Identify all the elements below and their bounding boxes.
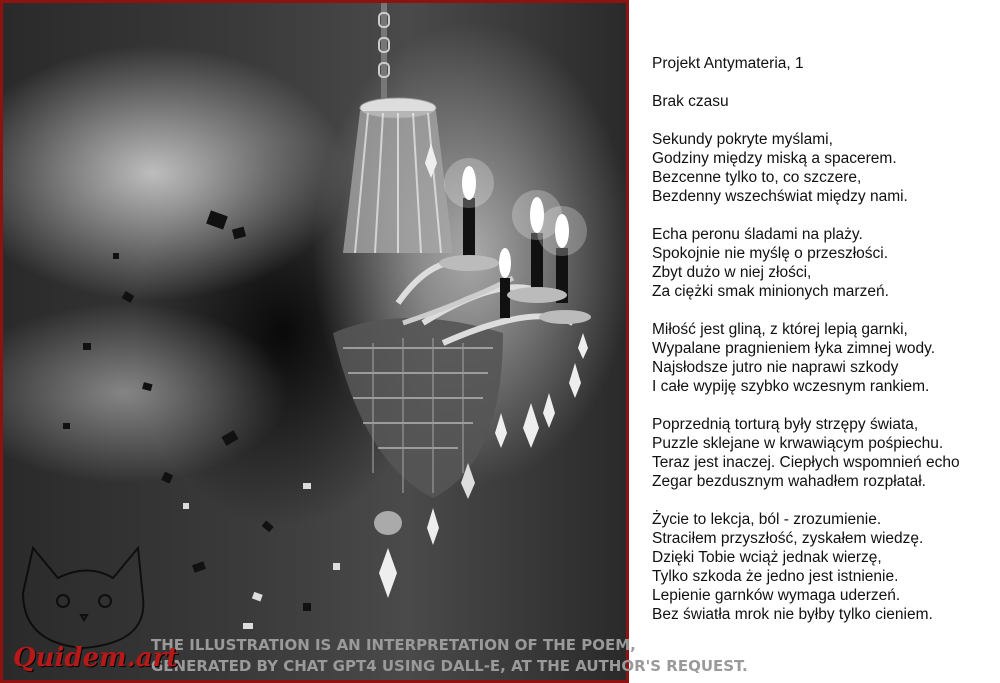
stanza — [652, 320, 992, 396]
poem-line: Lepienie garnków wymaga uderzeń. — [652, 587, 901, 604]
poem-subtitle: Brak czasu — [652, 93, 729, 110]
poem-line: Straciłem przyszłość, zyskałem wiedzę. — [652, 530, 924, 547]
author-signature: Quidem.art — [13, 643, 179, 673]
poem-line: Najsłodsze jutro nie naprawi szkody — [652, 359, 899, 376]
poem-line: Echa peronu śladami na plaży. — [652, 226, 863, 243]
poem-line: Miłość jest gliną, z której lepią garnki, — [652, 321, 908, 338]
poem-line: Tylko szkoda że jedno jest istnienie. — [652, 568, 899, 585]
poem-line: Bez światła mrok nie byłby tylko cieniem. — [652, 606, 933, 623]
poem-line: I całe wypiję szybko wczesnym rankiem. — [652, 378, 930, 395]
poem-line: Godziny między miską a spacerem. — [652, 150, 897, 167]
poem-text — [652, 54, 992, 624]
caption-line: GENERATED BY CHAT GPT4 USING DALL-E, AT THE AUTHOR'S REQUEST. — [151, 657, 748, 675]
stanza — [652, 225, 992, 301]
poem-line: Życie to lekcja, ból - zrozumienie. — [652, 511, 882, 528]
poem-line: Dzięki Tobie wciąż jednak wierzę, — [652, 549, 882, 566]
poem-line: Bezdenny wszechświat między nami. — [652, 188, 908, 205]
poem-line: Poprzednią torturą były strzępy świata, — [652, 416, 919, 433]
poem-line: Teraz jest inaczej. Ciepłych wspomnień echo — [652, 454, 960, 471]
poem-line: Sekundy pokryte myślami, — [652, 131, 833, 148]
cat-outline-icon — [23, 548, 143, 648]
poem-line: Za ciężki smak minionych marzeń. — [652, 283, 889, 300]
stanza — [652, 510, 992, 624]
caption-line: THE ILLUSTRATION IS AN INTERPRETATION OF THE POEM, — [151, 636, 636, 654]
stanza — [652, 415, 992, 491]
poem-title: Projekt Antymateria, 1 — [652, 55, 804, 72]
poem-line: Puzzle sklejane w krwawiącym pośpiechu. — [652, 435, 944, 452]
poem-line: Zbyt dużo w niej złości, — [652, 264, 812, 281]
stanza — [652, 130, 992, 206]
poem-line: Zegar bezdusznym wahadłem rozpłatał. — [652, 473, 926, 490]
poem-line: Spokojnie nie myślę o przeszłości. — [652, 245, 889, 262]
poem-line: Bezcenne tylko to, co szczere, — [652, 169, 862, 186]
illustration-caption — [151, 635, 748, 677]
poem-line: Wypalane pragnieniem łyka zimnej wody. — [652, 340, 936, 357]
